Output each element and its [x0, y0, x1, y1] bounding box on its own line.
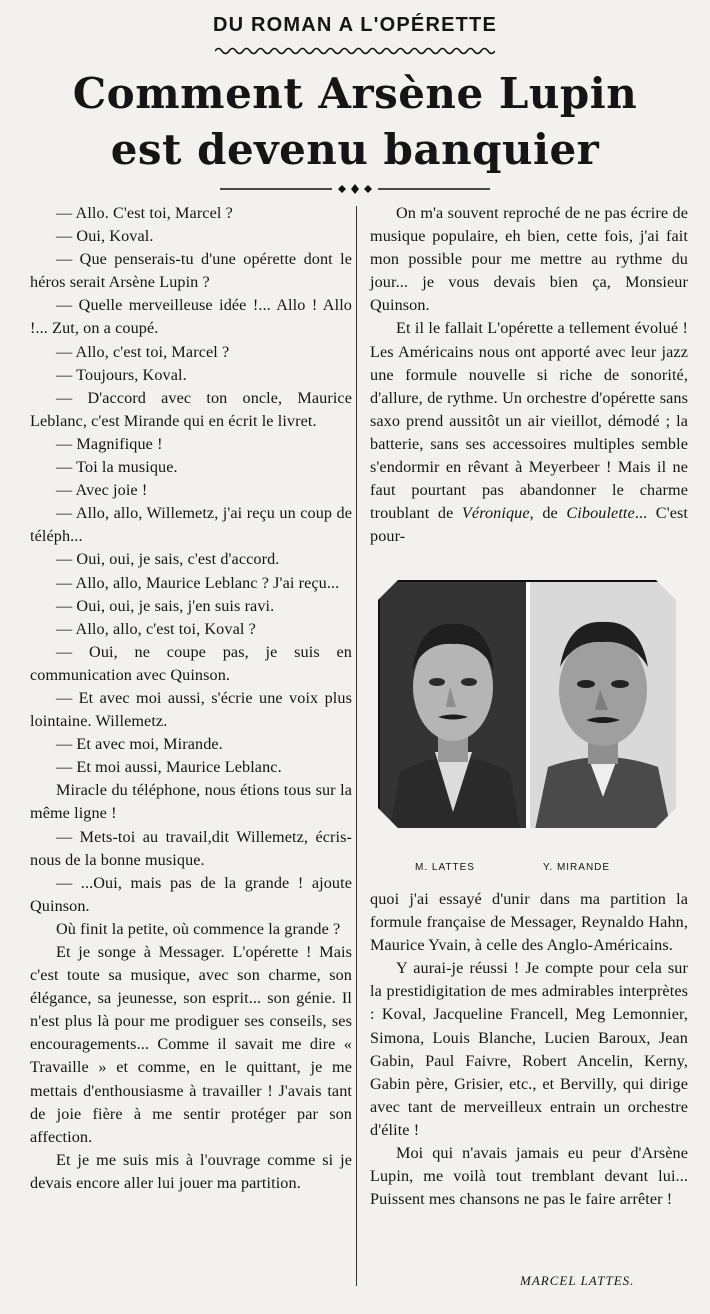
paragraph: — Toi la musique. — [56, 458, 178, 477]
paragraph: — Et avec moi aussi, s'écrie une voix plus lointaine. Willemetz. — [30, 688, 352, 731]
paragraph-text: Et il le fallait L'opérette a tellement évolué ! Les Américains nous ont apporté avec leur jazz une formule nouvelle si riche de sonorité, d'allure, de rythme. Un orchestre d'opérette sans saxo prend aussitôt un air vieillot, démodé ; la batterie, sans ses accessoires multiples semble s'endormir en rêvant à Meyerbeer ! Mais il ne faut pourtant pas abandonner le charme troublant de — [370, 319, 688, 523]
paragraph: On m'a souvent reproché de ne pas écrire de musique populaire, eh bien, cette fois, j'ai fait mon possible pour me mettre au rythme du jour... je vous devais bien ça, Monsieur Quinson. — [370, 204, 688, 315]
headline-line-2: est devenu banquier — [110, 125, 600, 174]
paragraph: Moi qui n'avais jamais eu peur d'Arsène Lupin, me voilà tout tremblant devant lui... Puissent mes chansons ne pas le faire arrêter ! — [370, 1144, 688, 1209]
headline-line-1: Comment Arsène Lupin — [72, 69, 638, 118]
paragraph: — Allo. C'est toi, Marcel ? — [56, 204, 233, 222]
right-column-top — [370, 202, 688, 548]
paragraph: Miracle du téléphone, nous étions tous sur la même ligne ! — [30, 781, 352, 823]
paragraph: — Allo, allo, Willemetz, j'ai reçu un coup de téléph... — [30, 504, 352, 546]
paragraph: — Que penserais-tu d'une opérette dont le héros serait Arsène Lupin ? — [30, 250, 352, 292]
paragraph: Et je songe à Messager. L'opérette ! Mais c'est toute sa musique, avec son charme, son élégance, sa jeunesse, son esprit... son génie. Il n'est plus là pour me prodiguer ses conseils, ses encouragements... Comme il savait me dire « Travaille » et comme, en le quittant, je me mettais d'enthousiasme à travailler ! J'avais tant de joie fière à me sentir protéger par son affection. — [30, 943, 352, 1146]
paragraph: — Allo, c'est toi, Marcel ? — [56, 342, 230, 361]
paragraph: — Oui, Koval. — [56, 227, 154, 246]
paragraph: Y aurai-je réussi ! Je compte pour cela sur la prestidigitation de mes admirables interprètes : Koval, Jacqueline Francell, Meg Lemonnier, Simona, Louis Blanche, Lucien Baroux, Jean Gabin, Paul Faivre, Robert Ancelin, Kerny, Gabin père, Grisier, etc., et Bervilly, qui dirige avec tant de merveilleux entrain un orchestre d'élite ! — [370, 959, 688, 1139]
paragraph: — Oui, oui, je sais, c'est d'accord. — [56, 550, 280, 569]
paragraph: quoi j'ai essayé d'unir dans ma partition la formule française de Messager, Reynaldo Hahn, Maurice Yvain, à celle des Anglo-Américains. — [370, 890, 688, 955]
paragraph: — Allo, allo, Maurice Leblanc ? J'ai reçu... — [56, 573, 340, 592]
italic-title-ciboulette: Ciboulette — [566, 504, 635, 523]
wavy-rule — [215, 46, 495, 56]
portraits-photo — [378, 580, 680, 832]
paragraph: — Et avec moi, Mirande. — [56, 735, 223, 754]
paragraph: — Mets-toi au travail,dit Willemetz, écris-nous de la bonne musique. — [30, 827, 352, 869]
portrait-mirande-image — [530, 582, 676, 830]
italic-title-veronique: Véronique — [461, 504, 530, 523]
paragraph: — D'accord avec ton oncle, Maurice Leblanc, c'est Mirande qui en écrit le livret. — [30, 388, 352, 430]
paragraph: Où finit la petite, où commence la grande ? — [56, 919, 341, 938]
paragraph-tail: ... C'est pour- — [370, 504, 688, 546]
headline — [0, 66, 710, 178]
paragraph: — Toujours, Koval. — [56, 365, 187, 384]
paragraph: — Et moi aussi, Maurice Leblanc. — [56, 758, 282, 777]
caption-left: M. LATTES — [415, 862, 475, 873]
paragraph: Et je me suis mis à l'ouvrage comme si je devais encore aller lui jouer ma partition. — [30, 1150, 352, 1192]
paragraph: — ...Oui, mais pas de la grande ! ajoute Quinson. — [30, 873, 352, 915]
portrait-lattes-image — [380, 582, 526, 830]
paragraph: — Avec joie ! — [56, 481, 148, 500]
paragraph: — Oui, oui, je sais, j'en suis ravi. — [56, 596, 275, 615]
right-column-bottom — [370, 888, 688, 1211]
paragraph — [370, 317, 688, 548]
title-separator: , de — [529, 504, 567, 523]
paragraph: — Magnifique ! — [56, 434, 163, 453]
ornamental-rule — [220, 184, 490, 194]
paragraph: — Oui, ne coupe pas, je suis en communication avec Quinson. — [30, 642, 352, 684]
column-divider — [356, 206, 357, 1286]
signature: MARCEL LATTES. — [520, 1273, 635, 1288]
caption-right: Y. MIRANDE — [543, 862, 611, 873]
kicker-heading: DU ROMAN A L'OPÉRETTE — [212, 14, 498, 36]
paragraph: — Quelle merveilleuse idée !... Allo ! Allo !... Zut, on a coupé. — [30, 296, 352, 338]
left-column — [30, 202, 352, 1195]
paragraph: — Allo, allo, c'est toi, Koval ? — [56, 619, 256, 638]
